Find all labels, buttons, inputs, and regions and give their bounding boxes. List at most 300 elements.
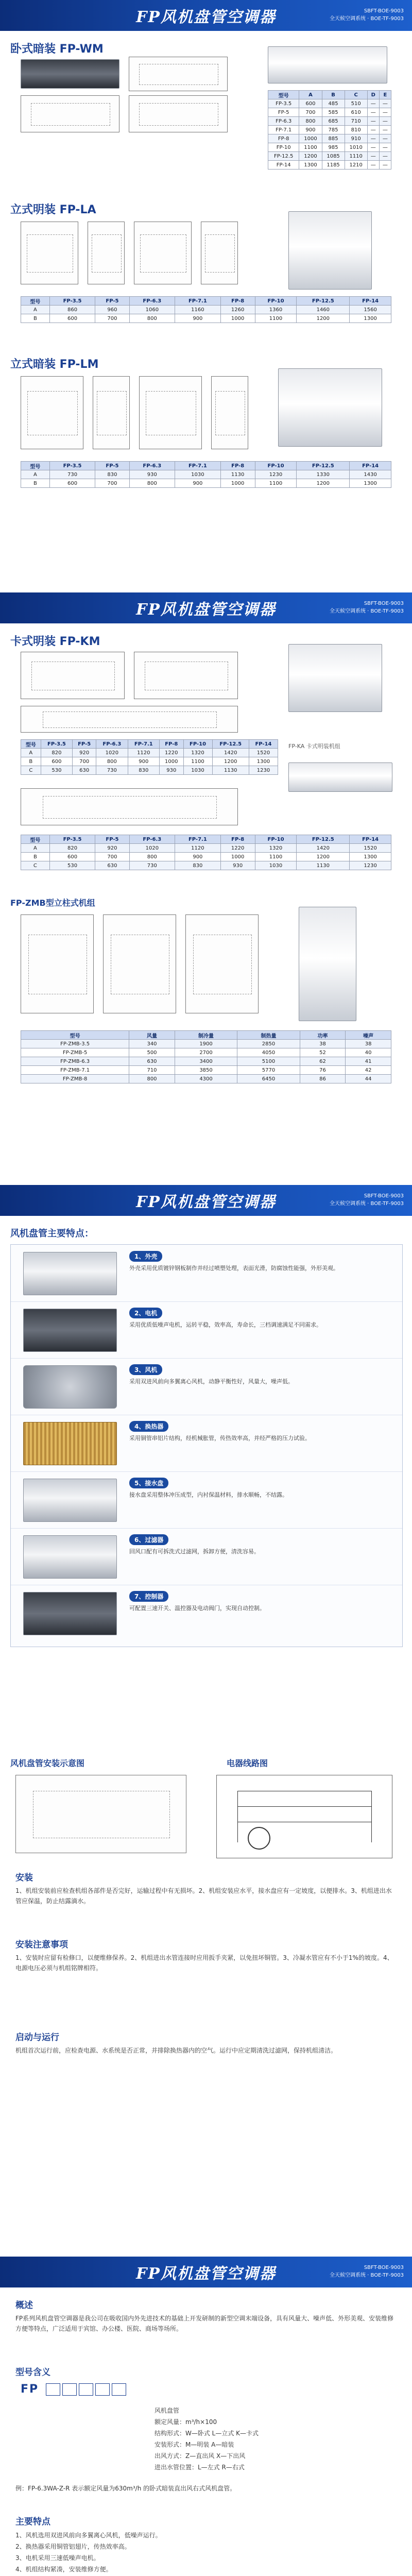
feature-text: 回风口配有可拆洗式过滤网，拆卸方便，清洗容易。 bbox=[129, 1548, 260, 1555]
table-cell: B bbox=[21, 314, 50, 323]
table-cell: 1160 bbox=[175, 306, 221, 314]
table-cell: 730 bbox=[129, 861, 175, 870]
table-header-cell: FP-12.5 bbox=[212, 740, 249, 749]
table-cell: 1300 bbox=[350, 479, 391, 488]
page-title: FP风机盘管空调器 bbox=[136, 8, 276, 26]
product-photo-wm-unit bbox=[268, 46, 387, 83]
table-row bbox=[21, 853, 391, 861]
table-cell: 1200 bbox=[297, 853, 350, 861]
feature-photo-casing bbox=[23, 1252, 117, 1295]
spec-table-zmb bbox=[21, 1030, 391, 1083]
table-cell: FP-14 bbox=[268, 161, 299, 170]
list-item: 3、电机采用三速低噪声电机。 bbox=[15, 2554, 100, 2562]
list-item: 1、风机选用双进风前向多翼离心风机，低噪声运行。 bbox=[15, 2532, 162, 2539]
table-cell: 1120 bbox=[128, 749, 159, 757]
table-header-cell: FP-6.3 bbox=[129, 297, 175, 306]
table-cell: — bbox=[379, 134, 391, 143]
table-cell: 900 bbox=[128, 757, 159, 766]
feature-number: 4、换热器 bbox=[129, 1421, 168, 1432]
table-header-cell: FP-5 bbox=[95, 462, 129, 470]
feature-text: 外壳采用优质镀锌钢板制作并经过喷塑处理，表面光滑，防腐蚀性能强，外形美观。 bbox=[129, 1265, 339, 1272]
table-cell: 1200 bbox=[299, 152, 322, 161]
table-cell: 38 bbox=[300, 1040, 346, 1048]
model-meaning: 安装形式：M—明装 A—暗装 bbox=[154, 2441, 234, 2448]
table-cell: 600 bbox=[49, 314, 95, 323]
table-header-cell: FP-7.1 bbox=[128, 740, 159, 749]
feature-number: 1、外壳 bbox=[129, 1251, 162, 1262]
table-cell: 1100 bbox=[255, 853, 297, 861]
page-banner bbox=[0, 592, 412, 623]
table-cell: 510 bbox=[345, 99, 367, 108]
table-cell: 1520 bbox=[249, 749, 278, 757]
page-title: FP风机盘管空调器 bbox=[136, 601, 276, 619]
table-row bbox=[21, 479, 391, 488]
table-row bbox=[21, 314, 391, 323]
feature-text: 接水盘采用整体冲压成型，内衬保温材料，排水顺畅，不结露。 bbox=[129, 1492, 288, 1498]
model-head: 型号含义 bbox=[15, 2367, 50, 2378]
table-cell: B bbox=[21, 757, 41, 766]
drawing-lm-3 bbox=[139, 376, 202, 449]
table-cell: 1300 bbox=[299, 161, 322, 170]
table-row bbox=[21, 844, 391, 853]
table-cell: 710 bbox=[345, 117, 367, 126]
table-header-cell: 型号 bbox=[21, 297, 50, 306]
drawing-la-3 bbox=[134, 222, 192, 284]
table-header-cell: FP-8 bbox=[160, 740, 184, 749]
table-cell: 1320 bbox=[255, 844, 297, 853]
drawing-la-1 bbox=[21, 222, 78, 284]
drawing-km-3 bbox=[21, 706, 238, 733]
table-header-cell: 型号 bbox=[21, 462, 50, 470]
spec-table-km bbox=[21, 739, 278, 775]
table-cell: 1200 bbox=[297, 479, 350, 488]
feature-number: 2、电机 bbox=[129, 1308, 162, 1318]
table-row bbox=[268, 108, 391, 117]
table-row bbox=[21, 1066, 391, 1075]
table-cell: 5100 bbox=[237, 1057, 300, 1066]
table-cell: FP-10 bbox=[268, 143, 299, 152]
model-meaning: 风机盘管 bbox=[154, 2407, 180, 2414]
table-cell: 62 bbox=[300, 1057, 346, 1066]
table-cell: 1360 bbox=[255, 306, 297, 314]
table-cell: 800 bbox=[129, 853, 175, 861]
table-cell: 800 bbox=[129, 1075, 175, 1083]
table-row bbox=[21, 757, 278, 766]
table-header-cell: FP-7.1 bbox=[175, 462, 221, 470]
table-header-cell: 风量 bbox=[129, 1031, 175, 1040]
table-row bbox=[21, 749, 278, 757]
table-row bbox=[21, 766, 278, 775]
table-cell: 40 bbox=[346, 1048, 391, 1057]
table-header-cell: FP-14 bbox=[249, 740, 278, 749]
table-cell: FP-ZMB-8 bbox=[21, 1075, 129, 1083]
table-row bbox=[268, 152, 391, 161]
model-code: FP bbox=[21, 2383, 126, 2396]
table-cell: 800 bbox=[299, 117, 322, 126]
table-header-row bbox=[21, 740, 278, 749]
feature-photo-coil bbox=[23, 1422, 117, 1465]
product-photo-wm bbox=[21, 59, 119, 89]
product-photo-zmb bbox=[299, 907, 356, 1021]
table-cell: 2700 bbox=[175, 1048, 237, 1057]
spec-table-la bbox=[21, 296, 391, 323]
table-header-cell: FP-5 bbox=[95, 297, 129, 306]
table-cell: FP-3.5 bbox=[268, 99, 299, 108]
table-cell: 3850 bbox=[175, 1066, 237, 1075]
table-cell: 1120 bbox=[175, 844, 221, 853]
table-cell: 585 bbox=[322, 108, 345, 117]
table-cell: 710 bbox=[129, 1066, 175, 1075]
table-cell: 530 bbox=[41, 766, 72, 775]
table-cell: 600 bbox=[41, 757, 72, 766]
table-cell: 800 bbox=[129, 314, 175, 323]
table-cell: 630 bbox=[95, 861, 129, 870]
table-cell: 900 bbox=[175, 853, 221, 861]
table-cell: A bbox=[21, 470, 50, 479]
table-cell: 1030 bbox=[183, 766, 212, 775]
table-cell: 1130 bbox=[220, 470, 255, 479]
table-cell: 930 bbox=[160, 766, 184, 775]
table-header-cell: C bbox=[345, 91, 367, 99]
table-row bbox=[21, 306, 391, 314]
table-cell: 1230 bbox=[255, 470, 297, 479]
table-cell: 1430 bbox=[350, 470, 391, 479]
product-photo-km-wall bbox=[288, 762, 392, 792]
table-header-cell: FP-7.1 bbox=[175, 297, 221, 306]
table-cell: 885 bbox=[322, 134, 345, 143]
drawing-lm-4 bbox=[211, 376, 248, 449]
table-row bbox=[21, 1075, 391, 1083]
drawing-wm-1 bbox=[129, 57, 228, 91]
motor-symbol bbox=[248, 1827, 270, 1850]
table-cell: B bbox=[21, 853, 50, 861]
table-header-cell: FP-6.3 bbox=[129, 835, 175, 844]
table-row bbox=[21, 470, 391, 479]
table-cell: 44 bbox=[346, 1075, 391, 1083]
table-cell: 1420 bbox=[297, 844, 350, 853]
table-cell: 500 bbox=[129, 1048, 175, 1057]
feature-text: 采用铜管串铝片结构，经机械胀管，传热效率高，并经严格的压力试验。 bbox=[129, 1435, 311, 1442]
overview-head: 概述 bbox=[15, 2300, 33, 2311]
table-row bbox=[21, 861, 391, 870]
table-cell: 1300 bbox=[350, 314, 391, 323]
table-cell: — bbox=[367, 161, 379, 170]
drawing-km-2 bbox=[134, 652, 238, 699]
table-header-cell: FP-3.5 bbox=[41, 740, 72, 749]
page-title: FP风机盘管空调器 bbox=[136, 2265, 276, 2283]
table-cell: 1210 bbox=[345, 161, 367, 170]
table-cell: 830 bbox=[175, 861, 221, 870]
catalog-page-2 bbox=[0, 592, 412, 1185]
drawing-wm-3 bbox=[129, 95, 228, 132]
table-cell: 700 bbox=[95, 853, 129, 861]
feature-row bbox=[11, 1415, 402, 1472]
install-diagram bbox=[15, 1775, 186, 1853]
table-cell: 820 bbox=[49, 844, 95, 853]
product-photo-la bbox=[288, 211, 372, 290]
table-cell: 930 bbox=[220, 861, 255, 870]
table-cell: 1230 bbox=[350, 861, 391, 870]
table-header-cell: FP-10 bbox=[183, 740, 212, 749]
table-cell: 530 bbox=[49, 861, 95, 870]
table-cell: 1230 bbox=[249, 766, 278, 775]
company-info: SBFT-BOE-9003 全天候空调系统 · BOE-TF-9003 bbox=[329, 1193, 404, 1207]
table-cell: 1560 bbox=[350, 306, 391, 314]
table-header-cell: FP-3.5 bbox=[49, 835, 95, 844]
start-text: 机组首次运行前，应检查电源、水系统是否正常，并排除换热器内的空气。运行中应定期清洗过滤网，保持机组清洁。 bbox=[15, 2047, 337, 2054]
table-header-cell: FP-6.3 bbox=[96, 740, 128, 749]
table-header-cell: 噪声 bbox=[346, 1031, 391, 1040]
page-title: FP风机盘管空调器 bbox=[136, 1193, 276, 1211]
table-cell: — bbox=[367, 117, 379, 126]
table-cell: 1085 bbox=[322, 152, 345, 161]
table-cell: — bbox=[367, 143, 379, 152]
table-cell: — bbox=[379, 152, 391, 161]
table-cell: 900 bbox=[299, 126, 322, 134]
table-cell: 1300 bbox=[350, 853, 391, 861]
table-cell: 4050 bbox=[237, 1048, 300, 1057]
table-cell: 700 bbox=[95, 479, 129, 488]
table-cell: — bbox=[379, 108, 391, 117]
product-photo-km bbox=[288, 644, 382, 712]
table-cell: 1000 bbox=[160, 757, 184, 766]
feature-text: 可配置三速开关、温控器及电动阀门，实现自动控制。 bbox=[129, 1605, 265, 1612]
table-cell: 820 bbox=[41, 749, 72, 757]
table-row bbox=[268, 117, 391, 126]
table-cell: 1185 bbox=[322, 161, 345, 170]
table-cell: 1000 bbox=[220, 314, 255, 323]
table-cell: 1260 bbox=[220, 306, 255, 314]
table-cell: 1020 bbox=[129, 844, 175, 853]
table-cell: 830 bbox=[128, 766, 159, 775]
table-cell: 42 bbox=[346, 1066, 391, 1075]
install-head: 安装 bbox=[15, 1873, 33, 1883]
drawing-km-4 bbox=[21, 788, 238, 825]
table-cell: 52 bbox=[300, 1048, 346, 1057]
table-header-cell: FP-10 bbox=[255, 462, 297, 470]
table-cell: FP-6.3 bbox=[268, 117, 299, 126]
table-header-cell: FP-14 bbox=[350, 835, 391, 844]
table-cell: 1100 bbox=[255, 479, 297, 488]
spec-table-lm bbox=[21, 461, 391, 488]
section-title-zmb: FP-ZMB型立柱式机组 bbox=[10, 898, 95, 908]
drawing-la-2 bbox=[88, 222, 125, 284]
table-cell: 800 bbox=[129, 479, 175, 488]
table-cell: 600 bbox=[299, 99, 322, 108]
table-cell: 1060 bbox=[129, 306, 175, 314]
table-cell: 1030 bbox=[255, 861, 297, 870]
table-cell: 630 bbox=[129, 1057, 175, 1066]
table-cell: 4300 bbox=[175, 1075, 237, 1083]
table-cell: 1460 bbox=[297, 306, 350, 314]
drawing-km-1 bbox=[21, 652, 125, 699]
feature-row bbox=[11, 1245, 402, 1302]
table-cell: 1100 bbox=[299, 143, 322, 152]
feature-number: 5、接水盘 bbox=[129, 1478, 168, 1488]
table-cell: FP-ZMB-7.1 bbox=[21, 1066, 129, 1075]
table-header-cell: FP-8 bbox=[220, 462, 255, 470]
table-header-cell: E bbox=[379, 91, 391, 99]
table-header-cell: FP-7.1 bbox=[175, 835, 221, 844]
table-header-cell: 型号 bbox=[268, 91, 299, 99]
table-header-cell: FP-12.5 bbox=[297, 297, 350, 306]
table-row bbox=[21, 1048, 391, 1057]
notice-text: 1、安装时应留有检修口，以便维修保养。2、机组进出水管连接时应用扳手夹紧，以免扭坏铜管。3、冷凝水管应有不小于1%的坡度。4、电源电压必须与机组铭牌相符。 bbox=[15, 1954, 393, 1972]
table-cell: 600 bbox=[49, 479, 95, 488]
table-header-cell: FP-8 bbox=[220, 835, 255, 844]
table-row bbox=[268, 161, 391, 170]
table-row bbox=[21, 1057, 391, 1066]
overview-text: FP系列风机盘管空调器是我公司在吸收国内外先进技术的基础上开发研制的新型空调末端设备，具有风量大、噪声低、外形美观、安装维修方便等特点，广泛适用于宾馆、办公楼、医院、商场等场所。 bbox=[15, 2315, 394, 2332]
table-cell: — bbox=[367, 134, 379, 143]
table-cell: 600 bbox=[49, 853, 95, 861]
page-banner bbox=[0, 1185, 412, 1216]
table-header-cell: FP-12.5 bbox=[297, 835, 350, 844]
table-row bbox=[268, 126, 391, 134]
company-info: SBFT-BOE-9003 全天候空调系统 · BOE-TF-9003 bbox=[329, 2265, 404, 2278]
table-cell: 5770 bbox=[237, 1066, 300, 1075]
model-meaning: 额定风量：m³/h×100 bbox=[154, 2418, 217, 2426]
list-item: 2、换热器采用铜管铝翅片，传热效率高。 bbox=[15, 2543, 131, 2550]
table-cell: 340 bbox=[129, 1040, 175, 1048]
table-header-cell: FP-12.5 bbox=[297, 462, 350, 470]
table-cell: 76 bbox=[300, 1066, 346, 1075]
model-meaning: 进出水管位置：L—左式 R—右式 bbox=[154, 2464, 245, 2471]
feature-row bbox=[11, 1301, 402, 1359]
table-cell: 920 bbox=[95, 844, 129, 853]
table-cell: 1220 bbox=[220, 844, 255, 853]
feature-row bbox=[11, 1358, 402, 1415]
feature-head: 主要特点 bbox=[15, 2517, 50, 2527]
table-cell: 1000 bbox=[220, 479, 255, 488]
table-header-cell: FP-5 bbox=[73, 740, 96, 749]
table-cell: — bbox=[379, 117, 391, 126]
table-cell: 920 bbox=[73, 749, 96, 757]
table-cell: 860 bbox=[49, 306, 95, 314]
drawing-lm-2 bbox=[93, 376, 130, 449]
table-cell: 900 bbox=[175, 479, 221, 488]
table-header-cell: FP-10 bbox=[255, 297, 297, 306]
table-cell: 1010 bbox=[345, 143, 367, 152]
table-cell: 1320 bbox=[183, 749, 212, 757]
table-cell: FP-7.1 bbox=[268, 126, 299, 134]
page-banner bbox=[0, 2257, 412, 2287]
table-header-cell: FP-6.3 bbox=[129, 462, 175, 470]
table-cell: — bbox=[367, 126, 379, 134]
feature-text: 采用双进风前向多翼离心风机，动静平衡性好，风量大，噪声低。 bbox=[129, 1378, 294, 1385]
table-row bbox=[268, 134, 391, 143]
table-cell: 700 bbox=[95, 314, 129, 323]
table-cell: 630 bbox=[73, 766, 96, 775]
table-cell: 1220 bbox=[160, 749, 184, 757]
spec-table-wm bbox=[268, 90, 391, 170]
table-cell: 1030 bbox=[175, 470, 221, 479]
table-cell: — bbox=[379, 126, 391, 134]
table-header-row bbox=[21, 462, 391, 470]
model-meaning: 出风方式：Z—直出风 X—下出风 bbox=[154, 2452, 246, 2460]
table-cell: B bbox=[21, 479, 50, 488]
table-cell: FP-ZMB-5 bbox=[21, 1048, 129, 1057]
table-header-row bbox=[21, 297, 391, 306]
table-cell: 730 bbox=[49, 470, 95, 479]
circuit-diagram bbox=[216, 1775, 392, 1858]
start-head: 启动与运行 bbox=[15, 2032, 59, 2043]
table-header-cell: 制热量 bbox=[237, 1031, 300, 1040]
table-cell: 985 bbox=[322, 143, 345, 152]
table-cell: 3400 bbox=[175, 1057, 237, 1066]
table-cell: 700 bbox=[73, 757, 96, 766]
section-title-km: 卡式明装 FP-KM bbox=[10, 635, 100, 648]
table-header-cell: FP-3.5 bbox=[49, 462, 95, 470]
table-header-cell: FP-5 bbox=[95, 835, 129, 844]
table-cell: FP-8 bbox=[268, 134, 299, 143]
feature-number: 3、风机 bbox=[129, 1364, 162, 1375]
circuit-title: 电器线路图 bbox=[227, 1758, 268, 1768]
table-cell: — bbox=[367, 152, 379, 161]
drawing-zmb-1 bbox=[21, 914, 94, 1013]
model-meaning: 结构形式：W—卧式 L—立式 K—卡式 bbox=[154, 2430, 259, 2437]
table-cell: 1020 bbox=[96, 749, 128, 757]
table-cell: — bbox=[367, 108, 379, 117]
catalog-page-3 bbox=[0, 1185, 412, 1742]
feature-text: 采用优质低噪声电机，运转平稳，效率高，寿命长，三档调速满足不同需求。 bbox=[129, 1321, 322, 1328]
table-cell: — bbox=[379, 161, 391, 170]
table-header-cell: 功率 bbox=[300, 1031, 346, 1040]
feature-photo-controller bbox=[23, 1592, 117, 1635]
table-cell: 1520 bbox=[350, 844, 391, 853]
feature-row bbox=[11, 1528, 402, 1585]
table-cell: 41 bbox=[346, 1057, 391, 1066]
drawing-lm-1 bbox=[21, 376, 83, 449]
product-photo-lm bbox=[278, 368, 382, 447]
company-info: SBFT-BOE-9003 全天候空调系统 · BOE-TF-9003 bbox=[329, 8, 404, 22]
table-cell: 1200 bbox=[212, 757, 249, 766]
table-cell: A bbox=[21, 844, 50, 853]
feature-photo-drainpan bbox=[23, 1479, 117, 1522]
table-cell: 1330 bbox=[297, 470, 350, 479]
section-title-lm: 立式暗装 FP-LM bbox=[10, 358, 99, 371]
table-cell: — bbox=[379, 143, 391, 152]
table-cell: FP-ZMB-3.5 bbox=[21, 1040, 129, 1048]
table-cell: 830 bbox=[95, 470, 129, 479]
table-row bbox=[21, 1040, 391, 1048]
table-row bbox=[268, 99, 391, 108]
feature-photo-filter bbox=[23, 1535, 117, 1579]
install-diagram-title: 风机盘管安装示意图 bbox=[10, 1758, 85, 1768]
table-header-cell: FP-10 bbox=[255, 835, 297, 844]
table-cell: 930 bbox=[129, 470, 175, 479]
drawing-zmb-2 bbox=[103, 914, 176, 1013]
list-item: 4、机组结构紧凑，安装维修方便。 bbox=[15, 2566, 112, 2573]
feature-number: 7、控制器 bbox=[129, 1591, 168, 1602]
table-cell: 86 bbox=[300, 1075, 346, 1083]
table-cell: 1200 bbox=[297, 314, 350, 323]
table-cell: FP-5 bbox=[268, 108, 299, 117]
spec-table-km-2 bbox=[21, 835, 391, 870]
table-cell: 38 bbox=[346, 1040, 391, 1048]
table-header-cell: FP-14 bbox=[350, 462, 391, 470]
table-header-cell: 型号 bbox=[21, 1031, 129, 1040]
table-header-row bbox=[21, 835, 391, 844]
table-cell: 610 bbox=[345, 108, 367, 117]
feature-row bbox=[11, 1585, 402, 1641]
table-header-cell: FP-8 bbox=[220, 297, 255, 306]
table-cell: FP-ZMB-6.3 bbox=[21, 1057, 129, 1066]
table-row bbox=[268, 143, 391, 152]
table-cell: 1130 bbox=[297, 861, 350, 870]
feature-list bbox=[10, 1244, 403, 1647]
drawing-zmb-3 bbox=[185, 914, 259, 1013]
